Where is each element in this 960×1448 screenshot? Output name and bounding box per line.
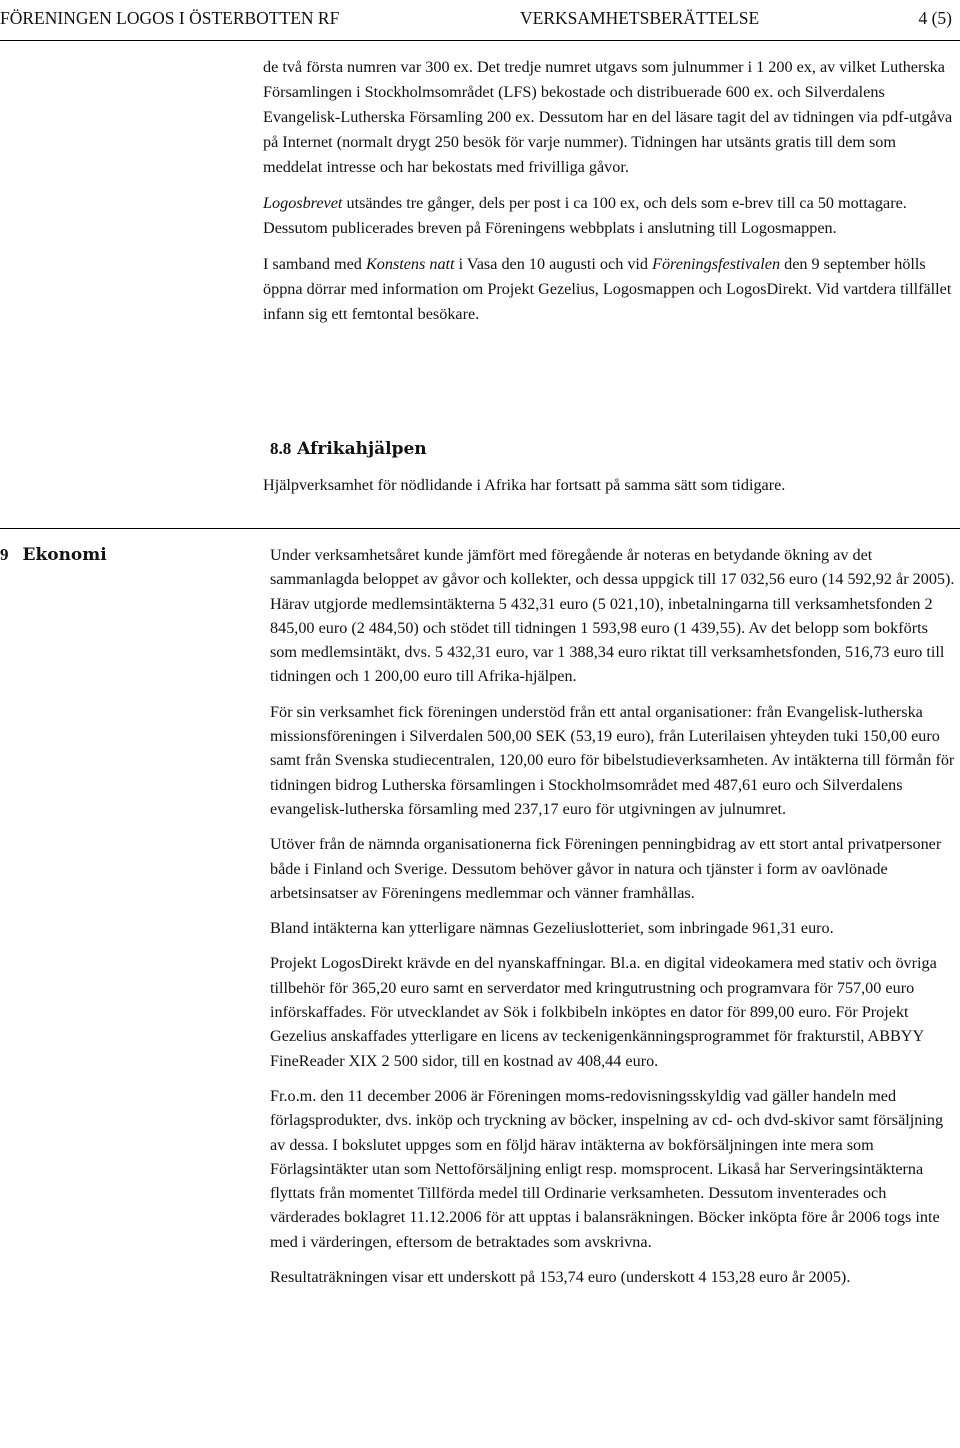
section-title: Ekonomi bbox=[22, 545, 107, 565]
header-divider bbox=[0, 40, 960, 41]
paragraph-text: den 9 september hölls öppna dörrar med information om Projekt Gezelius, Logosmappen och LogosDirekt. Vid vartdera tillfället infann sig ett femtontal besökare. bbox=[263, 255, 952, 323]
paragraph-ekonomi: Fr.o.m. den 11 december 2006 är Föreningen moms-redovisningsskyldig vad gäller handeln med förlagsprodukter, dvs. inköp och tryckning av böcker, inspelning av cd- och dvd-skivor samt försäljning av dessa. I bokslutet uppges som en följd härav intäkterna av bokförsäljningen inte mera som Förlagsintäkter utan som Nettoförsäljning enligt resp. momsprocent. Likaså har Serveringsintäkterna flyttats från momentet Tillförda medel till Ordinarie verksamheten. Dessutom inventerades och värderades boklagret 11.12.2006 för att upptas i balansräkningen. Böcker inköpta före år 2006 togs inte med i värderingen, eftersom de betraktades som avskrivna. bbox=[270, 1086, 944, 1251]
paragraph-tidningen: de två första numren var 300 ex. Det tredje numret utgavs som julnummer i 1 200 ex, av vilket Lutherska Församlingen i Stockholmsområdet (LFS) bekostade och distribuerade 600 ex. och Silverdalens Evangelisk-Lutherska Församling 200 ex. Dessutom har en del läsare tagit del av tidningen via pdf-utgåva på Internet (normalt drygt 250 besök för varje nummer). Tidningen har utsänts gratis till dem som meddelat intresse och har bekostats med frivilliga gåvor. bbox=[263, 58, 953, 176]
paragraph-logosbrevet bbox=[263, 191, 959, 241]
section-number: 9 bbox=[0, 545, 9, 564]
section-heading bbox=[0, 543, 107, 567]
ekonomi-text bbox=[270, 543, 958, 1300]
page-header bbox=[0, 6, 960, 30]
afrikahjalpen-text bbox=[263, 473, 959, 498]
paragraph-ekonomi: Resultaträkningen visar ett underskott på 153,74 euro (underskott 4 153,28 euro år 2005). bbox=[270, 1268, 851, 1287]
paragraph-ekonomi: Bland intäkterna kan ytterligare nämnas Gezeliuslotteriet, som inbringade 961,31 euro. bbox=[270, 919, 834, 938]
organization-name: FÖRENINGEN LOGOS I ÖSTERBOTTEN RF bbox=[0, 8, 340, 28]
subsection-number: 8.8 bbox=[270, 439, 292, 458]
section-divider bbox=[0, 528, 960, 529]
logosbrevet-title: Logosbrevet bbox=[263, 194, 343, 212]
paragraph-ekonomi: Utöver från de nämnda organisationerna fick Föreningen penningbidrag av ett stort antal privatpersoner både i Finland och Sverige. Dessutom behöver gåvor in natura och tjänster i form av oavlönade arbetsinsatser av Föreningens medlemmar och vänner framhållas. bbox=[270, 835, 942, 902]
paragraph-ekonomi: Projekt LogosDirekt krävde en del nyanskaffningar. Bl.a. en digital videokamera med stativ och övriga tillbehör för 365,20 euro samt en serverdator med kringutrustning och programvara för 757,00 euro införskaffades. För utvecklandet av Sök i folkbibeln inköptes en dator för 899,00 euro. För Projekt Gezelius anskaffades ytterligare en licens av teckenigenkänningsprogrammet för frakturstil, ABBYY FineReader XIX 2 500 sidor, till en kostnad av 408,44 euro. bbox=[270, 954, 937, 1070]
subsection-title: Afrikahjälpen bbox=[297, 439, 427, 459]
paragraph-events bbox=[263, 252, 959, 327]
page-number: 4 (5) bbox=[918, 8, 952, 28]
paragraph-afrika: Hjälpverksamhet för nödlidande i Afrika har fortsatt på samma sätt som tidigare. bbox=[263, 476, 786, 494]
paragraph-text: I samband med bbox=[263, 255, 366, 273]
paragraph-text: i Vasa den 10 augusti och vid bbox=[454, 255, 653, 273]
paragraph-ekonomi: För sin verksamhet fick föreningen understöd från ett antal organisationer: från Evangelisk-lutherska missionsföreningen i Silverdalen 500,00 SEK (53,19 euro), från Luterilaisen yhteyden tuki 150,00 euro samt från Svenska studiecentralen, 120,00 euro för bibelstudieverksamheten. Av intäkterna till förmån för tidningen bidrog Lutherska församlingen i Stockholmsområdet med 487,61 euro och Silverdalens evangelisk-lutherska församling med 237,17 euro för utgivningen av julnumret. bbox=[270, 702, 955, 818]
event-name: Konstens natt bbox=[365, 255, 455, 273]
document-title: VERKSAMHETSBERÄTTELSE bbox=[520, 8, 760, 28]
paragraph-ekonomi: Under verksamhetsåret kunde jämfört med föregående år noteras en betydande ökning av det sammanlagda beloppet av gåvor och kollekter, och dessa uppgick till 17 032,56 euro (14 592,92 år 2005). Härav utgjorde medlemsintäkterna 5 432,31 euro (5 021,10), inbetalningarna till verksamhetsfonden 2 845,00 euro (2 484,50) och stödet till tidningen 1 593,98 euro (1 439,55). Av det belopp som bokförts som medlemsintäkt, dvs. 5 432,31 euro, var 1 388,34 euro riktat till verksamhetsfonden, 516,73 euro till tidningen och 1 200,00 euro till Afrika-hjälpen. bbox=[270, 546, 955, 686]
event-name: Föreningsfestivalen bbox=[652, 255, 781, 273]
paragraph-text: utsändes tre gånger, dels per post i ca 100 ex, och dels som e-brev till ca 50 mottagare. Dessutom publicerades breven på Föreningens webbplats i anslutning till Logosmappen. bbox=[263, 194, 907, 237]
intro-text bbox=[263, 55, 959, 327]
subsection-heading bbox=[270, 437, 427, 461]
